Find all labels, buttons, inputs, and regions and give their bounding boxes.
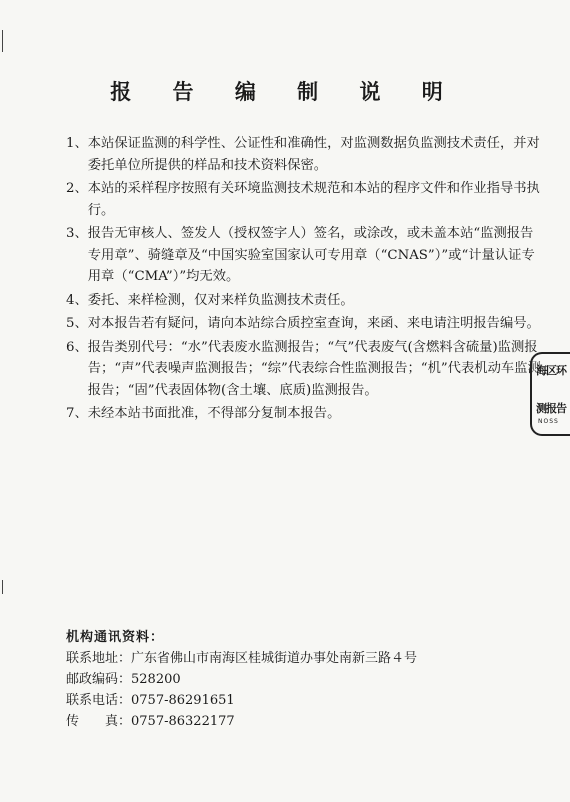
postcode-label: 邮政编码：: [66, 672, 132, 687]
item-text: 未经本站书面批准，不得部分复制本报告。: [87, 406, 341, 421]
item-number: 3、: [66, 226, 88, 241]
contact-info: [66, 627, 486, 732]
list-item: [66, 178, 546, 221]
address-row: [66, 648, 486, 669]
address-label: 联系地址：: [66, 651, 132, 666]
list-item: [66, 403, 546, 425]
list-item: [66, 223, 546, 288]
item-number: 1、: [66, 136, 88, 151]
fax-label: 传 真：: [66, 714, 132, 729]
list-item: [66, 133, 546, 176]
item-text: 对本报告若有疑问，请向本站综合质控室查询，来函、来电请注明报告编号。: [87, 316, 540, 331]
scan-mark: [2, 30, 3, 52]
fax-value: 0757-86322177: [131, 714, 235, 729]
page-title: 报 告 编 制 说 明: [110, 79, 460, 104]
list-item: [66, 337, 546, 402]
seal-stamp: [530, 352, 570, 436]
postcode-row: [66, 669, 486, 690]
stamp-text: NOSS: [538, 418, 559, 425]
item-number: 4、: [66, 292, 88, 308]
item-number: 6、: [66, 339, 88, 355]
item-number: 5、: [66, 316, 88, 331]
item-text: 报告类别代号：“水”代表废水监测报告；“气”代表废气(含燃料含硫量)监测报告；“声”代表噪声监测报告；“综”代表综合性监测报告；“机”代表机动车监测报告；“固”代表固体物(含土壤、底质)监测报告。: [87, 339, 541, 398]
item-number: 2、: [66, 181, 88, 196]
item-text: 本站的采样程序按照有关环境监测技术规范和本站的程序文件和作业指导书执行。: [87, 181, 540, 218]
list-item: [66, 313, 546, 335]
address-value: 广东省佛山市南海区桂城街道办事处南新三路４号: [131, 651, 418, 666]
phone-row: [66, 690, 486, 711]
item-text: 报告无审核人、签发人（授权签字人）签名，或涂改，或未盖本站“监测报告专用章”、骑缝章及“中国实验室国家认可专用章（“CNAS”）”或“计量认证专用章（“CMA”）”均无效。: [87, 226, 535, 284]
contact-heading: 机构通讯资料：: [66, 630, 165, 645]
phone-value: 0757-86291651: [131, 693, 235, 708]
stamp-text: 海区环: [536, 364, 566, 377]
stamp-text: 测报告: [536, 402, 566, 415]
instruction-list: [66, 133, 546, 427]
item-number: 7、: [66, 406, 88, 421]
fax-row: [66, 711, 486, 732]
scan-mark: [2, 580, 3, 594]
list-item: [66, 290, 546, 312]
item-text: 本站保证监测的科学性、公证性和准确性，对监测数据负监测技术责任，并对委托单位所提供的样品和技术资料保密。: [87, 136, 540, 173]
phone-label: 联系电话：: [66, 693, 132, 708]
item-text: 委托、来样检测，仅对来样负监测技术责任。: [87, 292, 354, 308]
postcode-value: 528200: [131, 672, 181, 687]
